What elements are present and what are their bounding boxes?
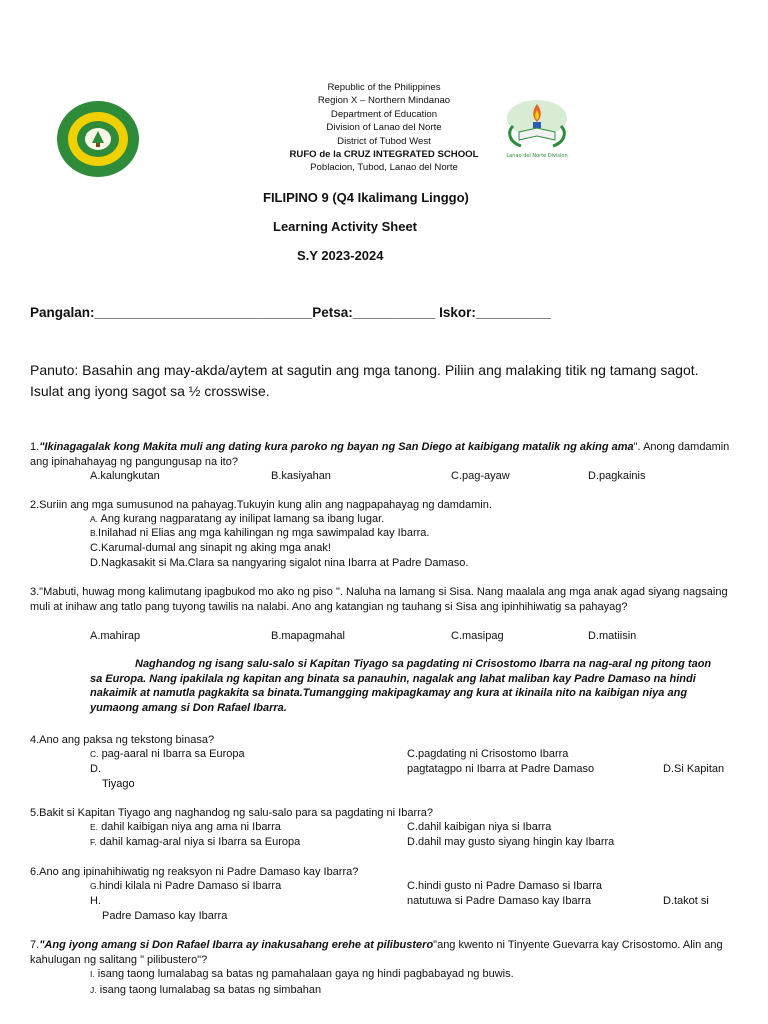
letterhead-address: Poblacion, Tubod, Lanao del Norte bbox=[310, 162, 458, 174]
reading-passage: Naghandog ng isang salu-salo si Kapitan Tiyago sa pagdating ni Crisostomo Ibarra na nag-aral ng pitong taon sa Europa. Nang ipakilala ng kapitan ang binata sa panauhin, nagalak ang lahat maliban kay Padre Damaso na hindi nakaimik at namutla pagkakita sa binata.Tumangging makipagkamay ang kura at ikinaila nito na kaibigan niya ang yumaong amang si Don Rafael Ibarra. bbox=[90, 658, 712, 714]
q4-option-c-left bbox=[90, 748, 245, 760]
q3-option-a: A.mahirap bbox=[90, 630, 141, 642]
sheet-title: Learning Activity Sheet bbox=[273, 219, 417, 234]
q3-option-d: D.matiisin bbox=[588, 630, 637, 642]
question-7-quote: "Ang iyong amang si Don Rafael Ibarra ay inakusahang erehe at pilibustero bbox=[39, 939, 434, 951]
q4-option-d-right: D.Si Kapitan bbox=[663, 763, 725, 775]
letterhead-district: District of Tubod West bbox=[337, 135, 431, 147]
q5-option-e-letter: E. bbox=[90, 822, 99, 832]
q4-option-d-right-cont: Tiyago bbox=[102, 778, 135, 790]
question-2-stem: 2.Suriin ang mga sumusunod na pahayag.Tukuyin kung alin ang nagpapahayag ng damdamin. bbox=[30, 499, 492, 511]
q5-option-e bbox=[90, 821, 281, 833]
division-logo-caption: Lanao del Norte Division bbox=[506, 153, 568, 159]
letterhead-republic: Republic of the Philippines bbox=[327, 82, 441, 93]
q7-option-j bbox=[90, 984, 321, 996]
q7-option-i bbox=[90, 968, 514, 980]
q5-option-f-text: dahil kamag-aral niya si Ibarra sa Europa bbox=[99, 836, 301, 848]
q1-option-b: B.kasiyahan bbox=[271, 470, 331, 482]
q4-option-c-text: pag-aaral ni Ibarra sa Europa bbox=[101, 748, 245, 760]
q5-option-f bbox=[90, 836, 300, 848]
question-1-quote: "Ikinagagalak kong Makita muli ang dating kura paroko ng bayan ng San Diego at kaibigang matalik ng aking ama bbox=[39, 441, 634, 453]
q6-option-d-cont: Padre Damaso kay Ibarra bbox=[102, 910, 228, 922]
q7-option-i-letter: I. bbox=[90, 969, 95, 979]
q6-option-g-text: hindi kilala ni Padre Damaso si Ibarra bbox=[98, 880, 282, 892]
q5-option-c: C.dahil kaibigan niya si Ibarra bbox=[407, 821, 552, 833]
q2-option-c: C.Karumal-dumal ang sinapit ng aking mga anak! bbox=[90, 542, 331, 554]
letterhead-region: Region X – Northern Mindanao bbox=[317, 95, 451, 107]
q3-option-b: B.mapagmahal bbox=[271, 630, 345, 642]
q4-option-d-letter: D. bbox=[90, 763, 101, 775]
q2-option-d: D.Nagkasakit si Ma.Clara sa nangyaring sigalot nina Ibarra at Padre Damaso. bbox=[90, 557, 469, 569]
q5-option-d: D.dahil may gusto siyang hingin kay Ibarra bbox=[407, 836, 615, 848]
q2-option-b-letter: B. bbox=[90, 528, 99, 538]
q2-option-b bbox=[90, 527, 429, 539]
q6-option-d: D.takot si bbox=[663, 895, 709, 907]
q1-option-d: D.pagkainis bbox=[588, 470, 646, 482]
q5-option-e-text: dahil kaibigan niya ang ama ni Ibarra bbox=[101, 821, 281, 833]
question-3-stem: 3."Mabuti, huwag mong kalimutang ipagbukod mo ako ng piso ". Naluha na lamang si Sisa. Nang maalala ang mga anak agad siyang nagsaing muli at inihaw ang tatlo pang tuyong tawilis na nalabi. Ano ang katangian ng tauhang si Sisa ang ipinhihiwatig sa pahayag? bbox=[30, 586, 728, 613]
letterhead bbox=[0, 81, 768, 175]
q7-option-j-letter: J. bbox=[90, 985, 97, 995]
q6-option-g bbox=[90, 880, 281, 892]
student-info-fields: Pangalan:_____________________________Petsa:___________ Iskor:__________ bbox=[30, 305, 551, 320]
question-5-stem: 5.Bakit si Kapitan Tiyago ang naghandog ng salu-salo para sa pagdating ni Ibarra? bbox=[30, 807, 434, 819]
question-1-number: 1. bbox=[30, 441, 40, 453]
question-6-stem: 6.Ano ang ipinahihiwatig ng reaksyon ni Padre Damaso kay Ibarra? bbox=[30, 866, 359, 878]
q3-option-c: C.masipag bbox=[451, 630, 504, 642]
q4-option-c-right: C.pagdating ni Crisostomo Ibarra bbox=[407, 748, 569, 760]
q6-option-h-text: natutuwa si Padre Damaso kay Ibarra bbox=[407, 895, 592, 907]
q4-option-c-letter: C. bbox=[90, 749, 99, 759]
question-7-number: 7. bbox=[30, 939, 40, 951]
q6-option-g-letter: G. bbox=[90, 881, 99, 891]
question-1 bbox=[30, 440, 750, 469]
q1-option-c: C.pag-ayaw bbox=[451, 470, 510, 482]
question-1-stem: ". Anong damdamin ang ipinahahayag ng pangungusap na ito? bbox=[30, 441, 730, 468]
instructions: Panuto: Basahin ang may-akda/aytem at sagutin ang mga tanong. Piliin ang malaking titik ng tamang sagot. Isulat ang iyong sagot sa ½ crosswise. bbox=[30, 362, 699, 399]
q2-option-a-letter: A. bbox=[90, 514, 99, 524]
question-7-stem: "ang kwento ni Tinyente Guevarra kay Crisostomo. Alin ang kahulugan ng salitang " pilibustero"? bbox=[30, 939, 723, 966]
subject-title: FILIPINO 9 (Q4 Ikalimang Linggo) bbox=[263, 190, 469, 205]
school-year: S.Y 2023-2024 bbox=[297, 248, 384, 263]
q7-option-i-text: isang taong lumalabag sa batas ng pamahalaan gaya ng hindi pagbabayad ng buwis. bbox=[97, 968, 514, 980]
q2-option-a-text: Ang kurang nagparatang ay inilipat lamang sa ibang lugar. bbox=[100, 513, 385, 525]
letterhead-division: Division of Lanao del Norte bbox=[326, 122, 442, 134]
q6-option-h-letter: H. bbox=[90, 895, 101, 907]
q2-option-b-text: Inilahad ni Elias ang mga kahilingan ng mga sawimpalad kay Ibarra. bbox=[98, 527, 430, 539]
q4-option-d-text: pagtatagpo ni Ibarra at Padre Damaso bbox=[407, 763, 595, 775]
letterhead-department: Department of Education bbox=[330, 108, 438, 120]
q7-option-j-text: isang taong lumalabag sa batas ng simbahan bbox=[99, 984, 322, 996]
question-4-stem: 4.Ano ang paksa ng tekstong binasa? bbox=[30, 734, 215, 746]
letterhead-school: RUFO de la CRUZ INTEGRATED SCHOOL bbox=[289, 149, 479, 161]
q1-option-a: A.kalungkutan bbox=[90, 470, 160, 482]
q5-option-f-letter: F. bbox=[90, 837, 97, 847]
question-7 bbox=[30, 938, 742, 967]
q2-option-a bbox=[90, 513, 384, 525]
q6-option-c: C.hindi gusto ni Padre Damaso si Ibarra bbox=[407, 880, 603, 892]
